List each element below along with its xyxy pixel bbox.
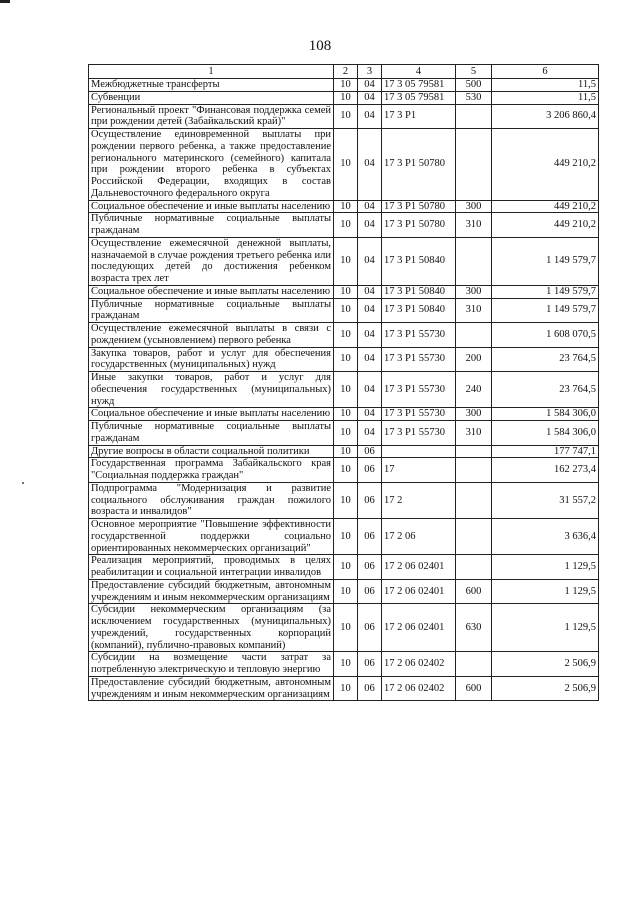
table-row: [89, 237, 599, 285]
row-name-cell: Осуществление ежемесячной выплаты в связи с рождением (усыновлением) первого ребенка: [89, 323, 334, 348]
row-vr-cell: [456, 129, 492, 201]
row-amount-cell: 1 129,5: [492, 579, 599, 604]
row-csr-cell: 17 3 P1: [382, 104, 456, 129]
row-podrazdel-cell: 06: [358, 555, 382, 580]
header-col-2: 2: [334, 65, 358, 79]
row-csr-cell: 17 3 P1 55730: [382, 323, 456, 348]
row-name-cell: Реализация мероприятий, проводимых в целях реабилитации и социальной интеграции инвалидов: [89, 555, 334, 580]
row-vr-cell: 630: [456, 604, 492, 652]
row-name-cell: Региональный проект "Финансовая поддержка семей при рождении детей (Забайкальский край)": [89, 104, 334, 129]
table-row: [89, 676, 599, 701]
row-amount-cell: 31 557,2: [492, 482, 599, 518]
row-amount-cell: 11,5: [492, 79, 599, 92]
row-podrazdel-cell: 04: [358, 200, 382, 213]
row-razdel-cell: 10: [334, 604, 358, 652]
row-vr-cell: 300: [456, 285, 492, 298]
table-row: [89, 445, 599, 458]
table-row: [89, 347, 599, 372]
row-razdel-cell: 10: [334, 91, 358, 104]
row-razdel-cell: 10: [334, 652, 358, 677]
row-podrazdel-cell: 06: [358, 604, 382, 652]
row-podrazdel-cell: 04: [358, 237, 382, 285]
row-amount-cell: 177 747,1: [492, 445, 599, 458]
table-row: [89, 213, 599, 238]
row-name-cell: Иные закупки товаров, работ и услуг для обеспечения государственных (муниципальных) нужд: [89, 372, 334, 408]
row-podrazdel-cell: 04: [358, 213, 382, 238]
row-razdel-cell: 10: [334, 421, 358, 446]
table-row: [89, 298, 599, 323]
row-csr-cell: 17 3 P1 55730: [382, 347, 456, 372]
table-row: [89, 458, 599, 483]
row-podrazdel-cell: 04: [358, 91, 382, 104]
row-podrazdel-cell: 04: [358, 421, 382, 446]
row-name-cell: Публичные нормативные социальные выплаты гражданам: [89, 213, 334, 238]
row-name-cell: Межбюджетные трансферты: [89, 79, 334, 92]
row-razdel-cell: 10: [334, 104, 358, 129]
row-razdel-cell: 10: [334, 347, 358, 372]
row-amount-cell: 1 129,5: [492, 604, 599, 652]
row-csr-cell: 17 3 P1 50840: [382, 237, 456, 285]
row-vr-cell: 530: [456, 91, 492, 104]
row-name-cell: Закупка товаров, работ и услуг для обеспечения государственных (муниципальных) нужд: [89, 347, 334, 372]
row-vr-cell: [456, 555, 492, 580]
row-razdel-cell: 10: [334, 129, 358, 201]
row-podrazdel-cell: 04: [358, 323, 382, 348]
header-col-3: 3: [358, 65, 382, 79]
row-name-cell: Осуществление ежемесячной денежной выплаты, назначаемой в случае рождения третьего ребенка или последующих детей до достижения ребенком возраста трех лет: [89, 237, 334, 285]
row-name-cell: Основное мероприятие "Повышение эффективности государственной поддержки социально ориентированных некоммерческих организаций": [89, 519, 334, 555]
table-row: [89, 79, 599, 92]
row-name-cell: Государственная программа Забайкальского края "Социальная поддержка граждан": [89, 458, 334, 483]
row-razdel-cell: 10: [334, 458, 358, 483]
scan-speck: [22, 482, 24, 484]
table-row: [89, 408, 599, 421]
row-vr-cell: [456, 445, 492, 458]
row-name-cell: Субвенции: [89, 91, 334, 104]
table-row: [89, 519, 599, 555]
row-csr-cell: [382, 445, 456, 458]
row-podrazdel-cell: 04: [358, 408, 382, 421]
row-amount-cell: 1 584 306,0: [492, 421, 599, 446]
row-csr-cell: 17 2: [382, 482, 456, 518]
row-razdel-cell: 10: [334, 298, 358, 323]
row-podrazdel-cell: 06: [358, 458, 382, 483]
row-razdel-cell: 10: [334, 408, 358, 421]
row-amount-cell: 1 584 306,0: [492, 408, 599, 421]
row-vr-cell: [456, 323, 492, 348]
row-podrazdel-cell: 06: [358, 482, 382, 518]
row-csr-cell: 17 2 06: [382, 519, 456, 555]
row-amount-cell: 1 129,5: [492, 555, 599, 580]
row-podrazdel-cell: 04: [358, 129, 382, 201]
table-row: [89, 421, 599, 446]
row-razdel-cell: 10: [334, 445, 358, 458]
row-vr-cell: 240: [456, 372, 492, 408]
row-vr-cell: 310: [456, 298, 492, 323]
scan-corner-mark: [0, 0, 10, 3]
table-row: [89, 129, 599, 201]
row-amount-cell: 1 608 070,5: [492, 323, 599, 348]
row-podrazdel-cell: 04: [358, 372, 382, 408]
row-amount-cell: 449 210,2: [492, 129, 599, 201]
row-csr-cell: 17 3 P1 55730: [382, 408, 456, 421]
row-podrazdel-cell: 04: [358, 298, 382, 323]
header-col-4: 4: [382, 65, 456, 79]
row-razdel-cell: 10: [334, 213, 358, 238]
row-name-cell: Осуществление единовременной выплаты при рождении первого ребенка, а также предоставление регионального материнского (семейного) капитала при рождении второго ребенка в субъектах Российской Федерации, входящих в состав Дальневосточного федерального округа: [89, 129, 334, 201]
budget-table: [88, 64, 599, 701]
row-podrazdel-cell: 06: [358, 445, 382, 458]
row-razdel-cell: 10: [334, 482, 358, 518]
row-vr-cell: [456, 482, 492, 518]
row-vr-cell: [456, 104, 492, 129]
row-amount-cell: 162 273,4: [492, 458, 599, 483]
row-razdel-cell: 10: [334, 372, 358, 408]
row-podrazdel-cell: 06: [358, 676, 382, 701]
table-row: [89, 285, 599, 298]
row-razdel-cell: 10: [334, 237, 358, 285]
row-vr-cell: 200: [456, 347, 492, 372]
row-amount-cell: 1 149 579,7: [492, 237, 599, 285]
row-amount-cell: 23 764,5: [492, 347, 599, 372]
row-csr-cell: 17 3 P1 50780: [382, 200, 456, 213]
row-csr-cell: 17 3 P1 50780: [382, 129, 456, 201]
row-amount-cell: 3 206 860,4: [492, 104, 599, 129]
row-csr-cell: 17 3 P1 50780: [382, 213, 456, 238]
row-vr-cell: 310: [456, 213, 492, 238]
table-row: [89, 652, 599, 677]
row-vr-cell: 600: [456, 676, 492, 701]
row-csr-cell: 17 2 06 02402: [382, 652, 456, 677]
row-csr-cell: 17 3 05 79581: [382, 79, 456, 92]
row-vr-cell: 500: [456, 79, 492, 92]
table-row: [89, 91, 599, 104]
row-razdel-cell: 10: [334, 519, 358, 555]
table-row: [89, 200, 599, 213]
row-podrazdel-cell: 04: [358, 79, 382, 92]
row-name-cell: Социальное обеспечение и иные выплаты населению: [89, 408, 334, 421]
row-razdel-cell: 10: [334, 285, 358, 298]
row-csr-cell: 17 3 P1 55730: [382, 421, 456, 446]
row-razdel-cell: 10: [334, 79, 358, 92]
row-razdel-cell: 10: [334, 555, 358, 580]
row-vr-cell: 300: [456, 408, 492, 421]
row-name-cell: Другие вопросы в области социальной политики: [89, 445, 334, 458]
row-razdel-cell: 10: [334, 579, 358, 604]
row-name-cell: Предоставление субсидий бюджетным, автономным учреждениям и иным некоммерческим организациям: [89, 579, 334, 604]
table-header-row: [89, 65, 599, 79]
row-podrazdel-cell: 06: [358, 652, 382, 677]
row-podrazdel-cell: 04: [358, 285, 382, 298]
row-csr-cell: 17 3 P1 55730: [382, 372, 456, 408]
row-csr-cell: 17 3 05 79581: [382, 91, 456, 104]
row-vr-cell: 310: [456, 421, 492, 446]
row-podrazdel-cell: 04: [358, 347, 382, 372]
row-name-cell: Социальное обеспечение и иные выплаты населению: [89, 285, 334, 298]
row-podrazdel-cell: 06: [358, 579, 382, 604]
table-row: [89, 323, 599, 348]
row-razdel-cell: 10: [334, 323, 358, 348]
row-csr-cell: 17: [382, 458, 456, 483]
row-amount-cell: 449 210,2: [492, 213, 599, 238]
row-csr-cell: 17 2 06 02401: [382, 604, 456, 652]
row-name-cell: Публичные нормативные социальные выплаты гражданам: [89, 421, 334, 446]
table-row: [89, 482, 599, 518]
row-vr-cell: 300: [456, 200, 492, 213]
row-razdel-cell: 10: [334, 200, 358, 213]
header-col-1: 1: [89, 65, 334, 79]
row-name-cell: Субсидии на возмещение части затрат за потребленную электрическую и тепловую энергию: [89, 652, 334, 677]
row-amount-cell: 11,5: [492, 91, 599, 104]
row-name-cell: Публичные нормативные социальные выплаты гражданам: [89, 298, 334, 323]
row-vr-cell: [456, 519, 492, 555]
row-vr-cell: [456, 237, 492, 285]
row-vr-cell: 600: [456, 579, 492, 604]
row-csr-cell: 17 2 06 02402: [382, 676, 456, 701]
row-vr-cell: [456, 458, 492, 483]
table-row: [89, 372, 599, 408]
row-csr-cell: 17 3 P1 50840: [382, 298, 456, 323]
table-row: [89, 555, 599, 580]
table-row: [89, 604, 599, 652]
row-csr-cell: 17 2 06 02401: [382, 579, 456, 604]
row-podrazdel-cell: 04: [358, 104, 382, 129]
page-number: 108: [308, 38, 332, 54]
row-name-cell: Предоставление субсидий бюджетным, автономным учреждениям и иным некоммерческим организациям: [89, 676, 334, 701]
row-csr-cell: 17 2 06 02401: [382, 555, 456, 580]
row-razdel-cell: 10: [334, 676, 358, 701]
row-podrazdel-cell: 06: [358, 519, 382, 555]
row-amount-cell: 2 506,9: [492, 676, 599, 701]
row-amount-cell: 23 764,5: [492, 372, 599, 408]
table-row: [89, 104, 599, 129]
row-amount-cell: 3 636,4: [492, 519, 599, 555]
row-name-cell: Субсидии некоммерческим организациям (за исключением государственных (муниципальных) учреждений, государственных корпораций (компаний), публично-правовых компаний): [89, 604, 334, 652]
row-amount-cell: 1 149 579,7: [492, 298, 599, 323]
table-row: [89, 579, 599, 604]
row-amount-cell: 449 210,2: [492, 200, 599, 213]
header-col-5: 5: [456, 65, 492, 79]
row-amount-cell: 2 506,9: [492, 652, 599, 677]
row-name-cell: Подпрограмма "Модернизация и развитие социального обслуживания граждан пожилого возраста и инвалидов": [89, 482, 334, 518]
row-amount-cell: 1 149 579,7: [492, 285, 599, 298]
header-col-6: 6: [492, 65, 599, 79]
row-name-cell: Социальное обеспечение и иные выплаты населению: [89, 200, 334, 213]
row-vr-cell: [456, 652, 492, 677]
row-csr-cell: 17 3 P1 50840: [382, 285, 456, 298]
